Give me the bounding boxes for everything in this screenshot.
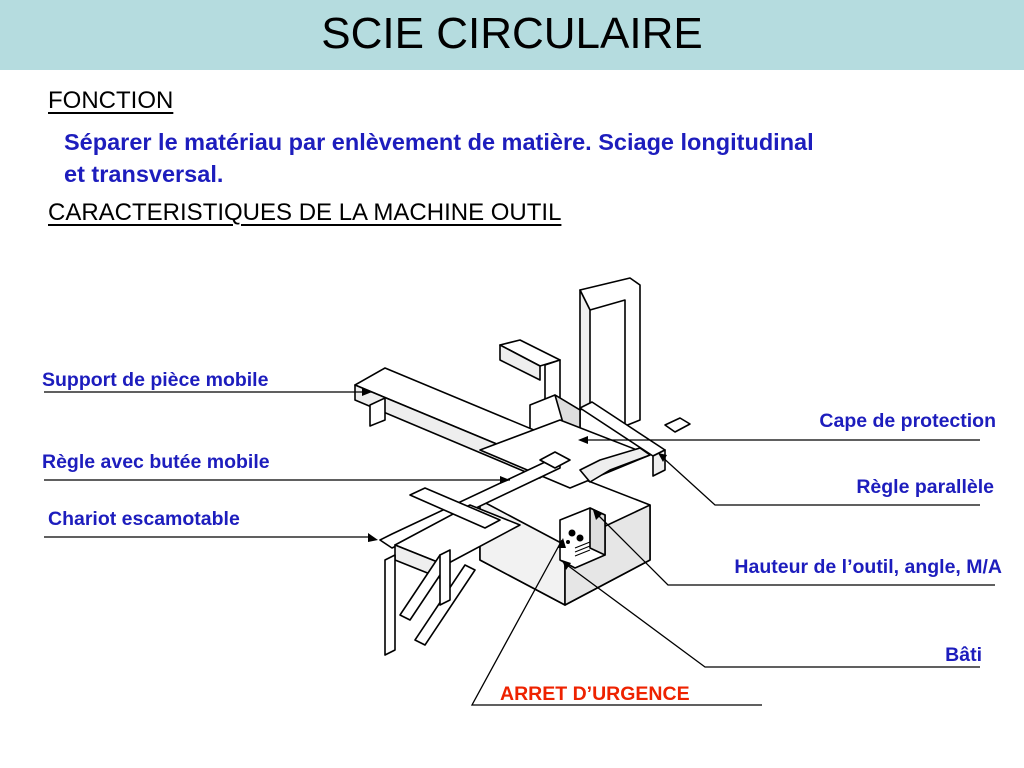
carriage-leg-2 bbox=[440, 550, 450, 605]
caracteristiques-heading: CARACTERISTIQUES DE LA MACHINE OUTIL bbox=[48, 199, 562, 226]
label-regle-parallele: Règle parallèle bbox=[856, 476, 994, 498]
fence-handle bbox=[665, 418, 690, 432]
label-bati: Bâti bbox=[945, 644, 982, 666]
label-regle-butee: Règle avec butée mobile bbox=[42, 451, 270, 473]
control-indicator-dot bbox=[566, 540, 570, 544]
label-cape: Cape de protection bbox=[819, 410, 996, 432]
label-hauteur: Hauteur de l’outil, angle, M/A bbox=[734, 556, 1002, 578]
label-arret-urgence: ARRET D’URGENCE bbox=[500, 683, 690, 705]
emergency-button-dot bbox=[569, 530, 576, 537]
overhead-frame-side bbox=[580, 290, 590, 410]
control-button-dot bbox=[577, 535, 584, 542]
carriage-leg-1 bbox=[385, 555, 395, 655]
label-support-piece: Support de pièce mobile bbox=[42, 369, 269, 391]
label-chariot: Chariot escamotable bbox=[48, 508, 240, 530]
fonction-heading: FONCTION bbox=[48, 87, 174, 114]
slide-title: SCIE CIRCULAIRE bbox=[321, 9, 703, 58]
fonction-text-line-1: Séparer le matériau par enlèvement de matière. Sciage longitudinal bbox=[64, 129, 814, 155]
arrow-chariot bbox=[368, 533, 378, 542]
fonction-text-line-2: et transversal. bbox=[64, 161, 224, 187]
